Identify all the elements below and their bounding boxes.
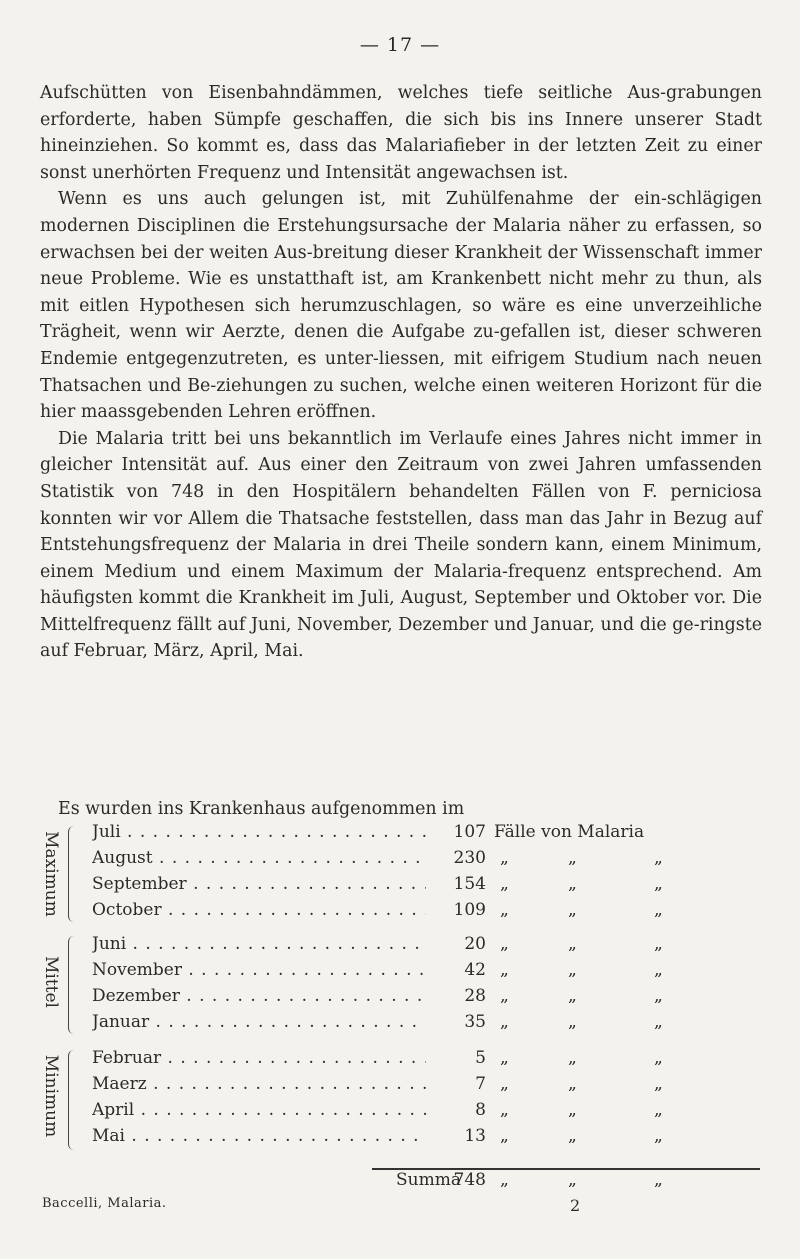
unit-label: Fälle von Malaria — [494, 822, 645, 842]
ditto-mark: „ — [568, 900, 577, 920]
ditto-mark: „ — [500, 1170, 509, 1190]
page-footer — [42, 1196, 764, 1220]
month: October . . . — [92, 900, 426, 920]
case-count: 154 — [453, 874, 486, 894]
ditto-mark: „ — [568, 960, 577, 980]
paragraph-3: Die Malaria tritt bei uns bekanntlich im Verlaufe eines Jahres nicht immer in gleicher Intensität auf. Aus einer den Zeitraum von zwei Jahren umfassenden Statistik von 748 in den Hospitälern behandelten Fällen von F. perniciosa konnten wir vor Allem die Thatsache feststellen, dass man das Jahr in Bezug auf Entstehungsfrequenz der Malaria in drei Theile sondern kann, einem Minimum, einem Medium und einem Maximum der Malaria-frequenz entsprechend. Am häufigsten kommt die Krankheit im Juli, August, September und Oktober vor. Die Mittelfrequenz fällt auf Juni, November, Dezember und Januar, und die ge-ringste auf Februar, März, April, Mai. — [40, 428, 762, 662]
table-row — [40, 1012, 762, 1038]
ditto-mark: „ — [568, 1126, 577, 1146]
group-maximum — [40, 822, 762, 926]
paragraph-2: Wenn es uns auch gelungen ist, mit Zuhülfenahme der ein-schlägigen modernen Disciplinen die Erstehungsursache der Malaria näher zu erfassen, so erwachsen bei der weiten Aus-breitung dieser Krankheit der Wissenschaft immer neue Probleme. Wie es unstatthaft ist, am Krankenbett nicht mehr zu thun, als mit eitlen Hypothesen sich herumzuschlagen, so wäre es eine unverzeihliche Trägheit, wenn wir Aerzte, denen die Aufgabe zu-gefallen ist, dieser schweren Endemie entgegenzutreten, es unter-liessen, mit eifrigem Studium nach neuen Thatsachen und Be-ziehungen zu suchen, welche einen weiteren Horizont für die hier maassgebenden Lehren eröffnen. — [40, 189, 762, 423]
ditto-mark: „ — [500, 934, 509, 954]
ditto-mark: „ — [568, 1100, 577, 1120]
ditto-mark: „ — [654, 1074, 663, 1094]
group-label-minimum: Minimum — [41, 1054, 62, 1138]
case-count: 13 — [464, 1126, 486, 1146]
ditto-mark: „ — [568, 1074, 577, 1094]
ditto-mark: „ — [654, 1170, 663, 1190]
month: Februar . . . — [92, 1048, 426, 1068]
month: August . . . — [92, 848, 426, 868]
case-count: 230 — [453, 848, 486, 868]
ditto-mark: „ — [568, 1012, 577, 1032]
ditto-mark: „ — [500, 1048, 509, 1068]
ditto-mark: „ — [654, 1048, 663, 1068]
ditto-mark: „ — [500, 1100, 509, 1120]
table-row — [40, 822, 762, 848]
case-count: 28 — [464, 986, 486, 1006]
ditto-mark: „ — [568, 1170, 577, 1190]
ditto-mark: „ — [654, 1012, 663, 1032]
group-label-maximum: Maximum — [41, 831, 62, 917]
table-row — [40, 1126, 762, 1152]
ditto-mark: „ — [568, 934, 577, 954]
ditto-mark: „ — [654, 960, 663, 980]
ditto-mark: „ — [654, 848, 663, 868]
ditto-mark: „ — [500, 900, 509, 920]
table-row — [40, 986, 762, 1012]
month: November . . . — [92, 960, 426, 980]
sheet-number: 2 — [570, 1196, 581, 1215]
ditto-mark: „ — [654, 934, 663, 954]
month: Maerz . . . — [92, 1074, 426, 1094]
table-row — [40, 1100, 762, 1126]
ditto-mark: „ — [500, 986, 509, 1006]
group-minimum — [40, 1038, 762, 1154]
ditto-mark: „ — [568, 848, 577, 868]
admissions-table — [40, 822, 762, 1154]
table-row — [40, 848, 762, 874]
case-count: 42 — [464, 960, 486, 980]
table-row — [40, 934, 762, 960]
table-row — [40, 874, 762, 900]
case-count: 35 — [464, 1012, 486, 1032]
case-count: 5 — [475, 1048, 486, 1068]
table-row — [40, 1074, 762, 1100]
ditto-mark: „ — [654, 1100, 663, 1120]
table-row — [40, 960, 762, 986]
table-intro: Es wurden ins Krankenhaus aufgenommen im — [58, 799, 465, 819]
ditto-mark: „ — [654, 874, 663, 894]
summary-label: Summa — [396, 1170, 461, 1190]
group-mittel — [40, 926, 762, 1038]
ditto-mark: „ — [654, 986, 663, 1006]
case-count: 7 — [475, 1074, 486, 1094]
case-count: 20 — [464, 934, 486, 954]
ditto-mark: „ — [568, 1048, 577, 1068]
summary-value: 748 — [453, 1170, 486, 1190]
month: Mai . . . — [92, 1126, 426, 1146]
body-text — [40, 80, 762, 665]
case-count: 109 — [453, 900, 486, 920]
ditto-mark: „ — [568, 874, 577, 894]
summary-row — [40, 1170, 762, 1196]
month: Dezember . . . — [92, 986, 426, 1006]
page-number: — 17 — — [359, 34, 441, 56]
table-row — [40, 900, 762, 926]
signature-mark: Baccelli, Malaria. — [42, 1196, 167, 1211]
month: September . . . — [92, 874, 426, 894]
ditto-mark: „ — [500, 848, 509, 868]
ditto-mark: „ — [654, 900, 663, 920]
paragraph-1: Aufschütten von Eisenbahndämmen, welches tiefe seitliche Aus-grabungen erforderte, haben Sümpfe geschaffen, die sich bis ins Innere unserer Stadt hineinziehen. So kommt es, dass das Malariafieber in der letzten Zeit zu einer sonst unerhörten Frequenz und Intensität angewachsen ist. — [40, 83, 762, 183]
month: Juni . . . — [92, 934, 426, 954]
month: Juli . . . — [92, 822, 426, 842]
case-count: 107 — [453, 822, 486, 842]
ditto-mark: „ — [654, 1126, 663, 1146]
ditto-mark: „ — [500, 1012, 509, 1032]
group-label-mittel: Mittel — [41, 955, 62, 1009]
ditto-mark: „ — [500, 1126, 509, 1146]
ditto-mark: „ — [500, 1074, 509, 1094]
month: April . . . — [92, 1100, 426, 1120]
ditto-mark: „ — [500, 960, 509, 980]
ditto-mark: „ — [500, 874, 509, 894]
case-count: 8 — [475, 1100, 486, 1120]
table-row — [40, 1048, 762, 1074]
ditto-mark: „ — [568, 986, 577, 1006]
month: Januar . . . — [92, 1012, 426, 1032]
